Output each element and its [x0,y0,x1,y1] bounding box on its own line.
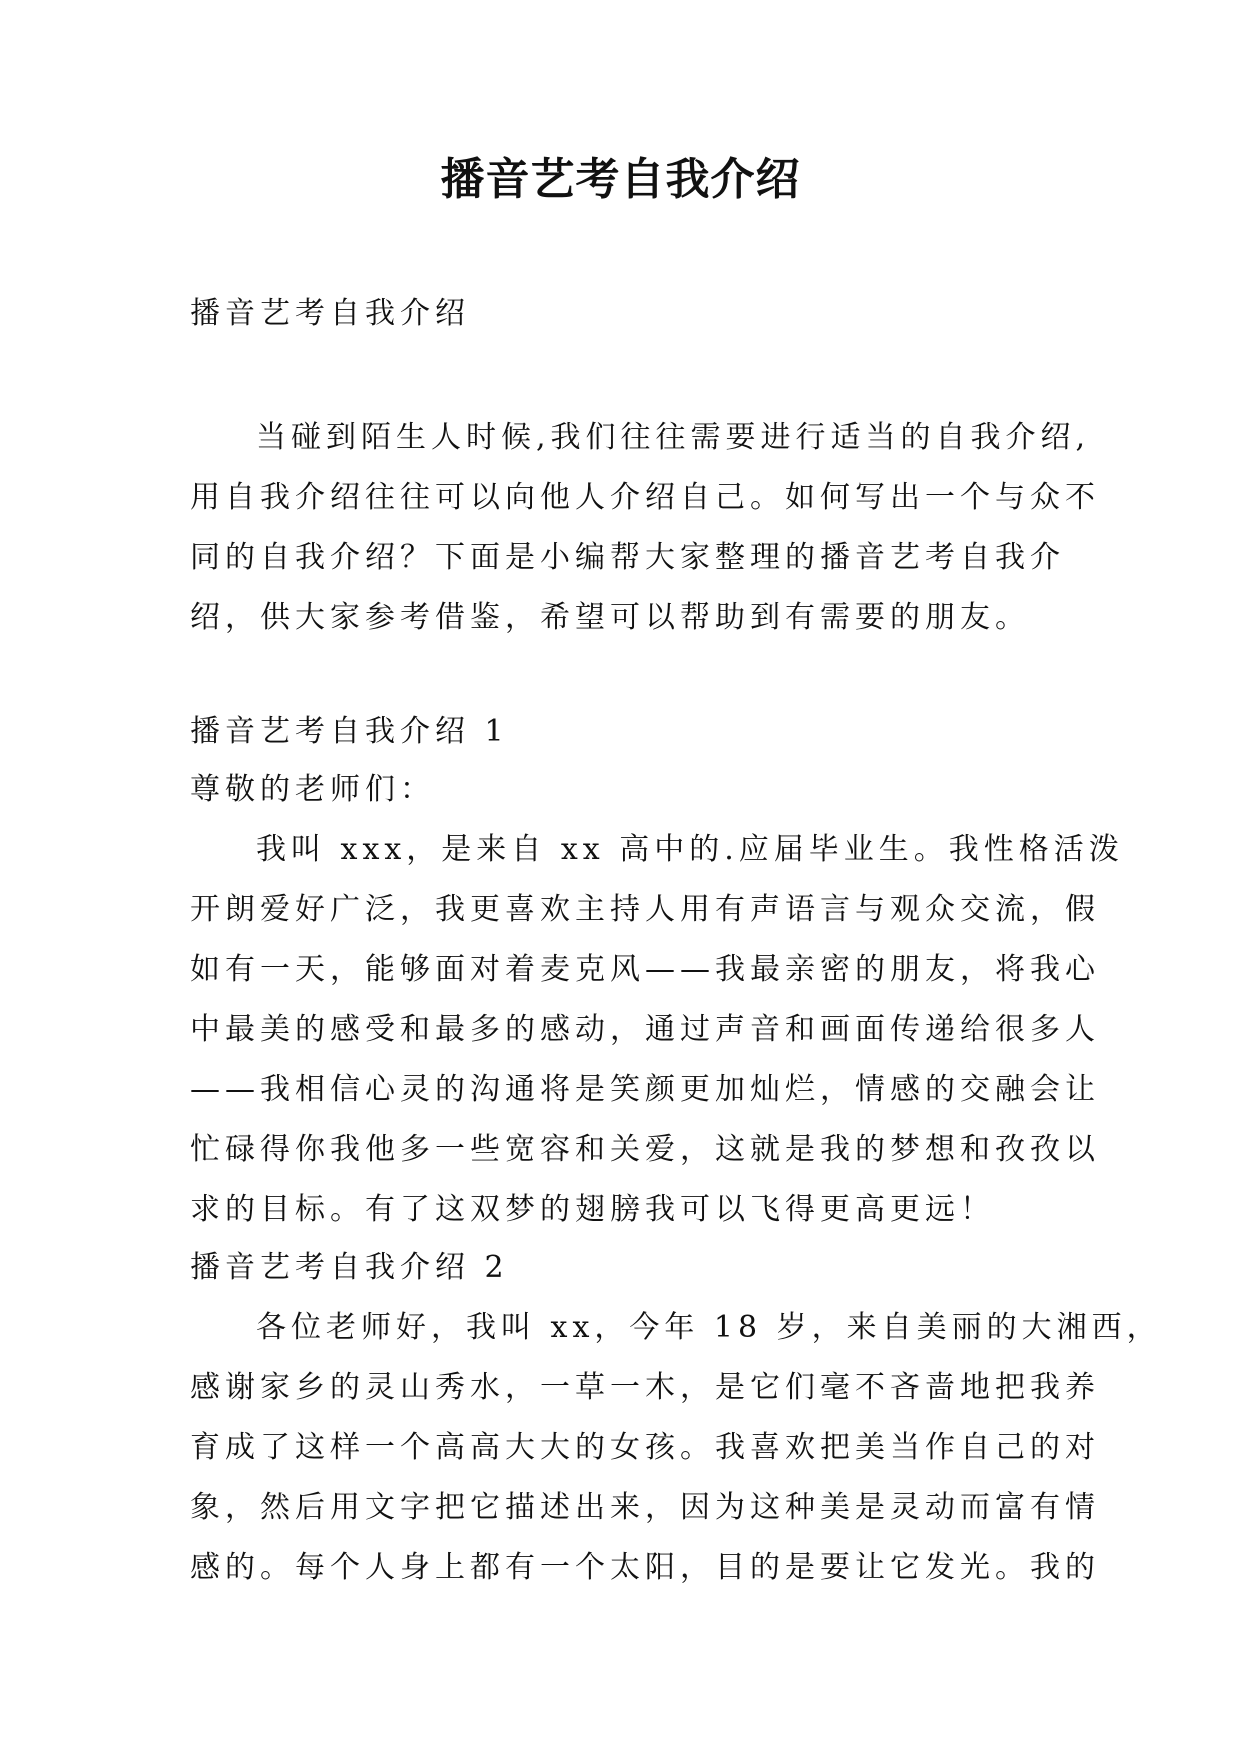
section1-line: 忙碌得你我他多一些宽容和关爱，这就是我的梦想和孜孜以 [190,1132,1100,1167]
section1-line: ——我相信心灵的沟通将是笑颜更加灿烂，情感的交融会让 [190,1072,1100,1107]
intro-line: 当碰到陌生人时候,我们往往需要进行适当的自我介绍, [256,420,1091,455]
document-title: 播音艺考自我介绍 [440,154,801,205]
section1-greeting: 尊敬的老师们： [190,772,435,807]
intro-line: 用自我介绍往往可以向他人介绍自己。如何写出一个与众不 [190,480,1100,515]
section2-line: 象，然后用文字把它描述出来，因为这种美是灵动而富有情 [190,1490,1100,1525]
section-heading-1: 播音艺考自我介绍 1 [190,714,509,749]
section2-line: 感的。每个人身上都有一个太阳，目的是要让它发光。我的 [190,1550,1100,1585]
section1-line: 我叫 xxx，是来自 xx 高中的.应届毕业生。我性格活泼 [256,832,1124,867]
section2-line: 感谢家乡的灵山秀水，一草一木，是它们毫不吝啬地把我养 [190,1370,1100,1405]
intro-line: 绍，供大家参考借鉴，希望可以帮助到有需要的朋友。 [190,600,1030,635]
section1-line: 开朗爱好广泛，我更喜欢主持人用有声语言与观众交流，假 [190,892,1100,927]
section1-line: 求的目标。有了这双梦的翅膀我可以飞得更高更远！ [190,1192,995,1227]
section-heading-2: 播音艺考自我介绍 2 [190,1250,509,1285]
document-subtitle: 播音艺考自我介绍 [190,296,470,331]
section1-line: 中最美的感受和最多的感动，通过声音和画面传递给很多人 [190,1012,1100,1047]
section2-line: 各位老师好，我叫 xx，今年 18 岁，来自美丽的大湘西， [256,1310,1162,1345]
section1-line: 如有一天，能够面对着麦克风——我最亲密的朋友，将我心 [190,952,1100,987]
intro-line: 同的自我介绍？下面是小编帮大家整理的播音艺考自我介 [190,540,1065,575]
section2-line: 育成了这样一个高高大大的女孩。我喜欢把美当作自己的对 [190,1430,1100,1465]
